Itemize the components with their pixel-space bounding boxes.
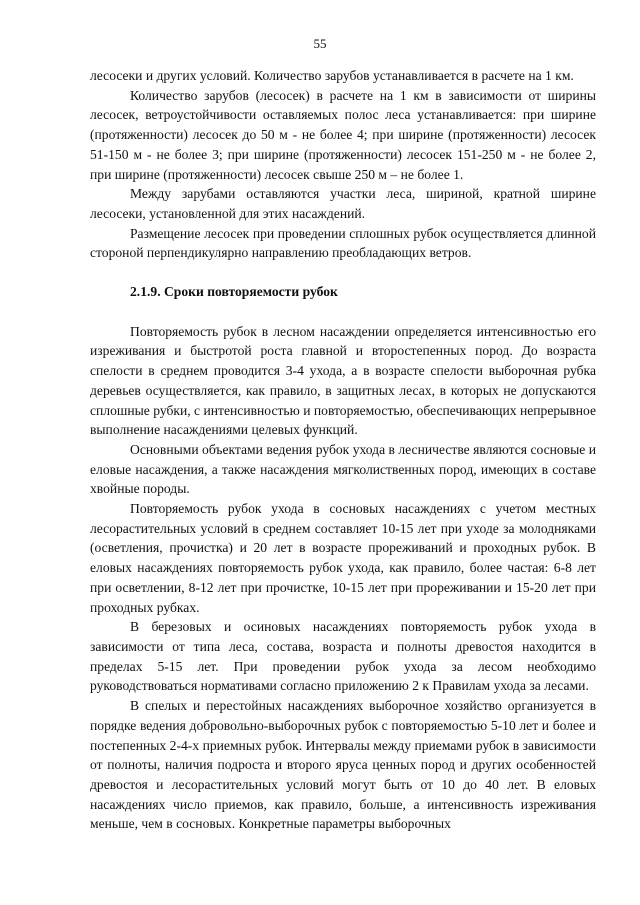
paragraph: Основными объектами ведения рубок ухода в лесничестве являются сосновые и еловые насаждения, а также насаждения мягколиственных пород, имеющих в составе хвойные породы. bbox=[90, 441, 596, 497]
document-body bbox=[90, 66, 596, 834]
paragraph: Повторяемость рубок в лесном насаждении определяется интенсивностью его изреживания и быстротой роста главной и второстепенных пород. До возраста спелости в среднем проводится 3-4 ухода, а в возрасте спелости выборочная рубка деревьев осуществляется, как правило, в защитных лесах, в которых не допускаются сплошные рубки, с интенсивностью и повторяемостью, обеспечивающих непрерывное выполнение насаждениями целевых функций. bbox=[90, 323, 596, 438]
paragraph: Между зарубами оставляются участки леса, шириной, кратной ширине лесосеки, установленной для этих насаждений. bbox=[90, 186, 596, 221]
paragraph: лесосеки и других условий. Количество зарубов устанавливается в расчете на 1 км. bbox=[90, 68, 574, 83]
paragraph: Количество зарубов (лесосек) в расчете на 1 км в зависимости от ширины лесосек, ветроустойчивости оставляемых полос леса устанавливается: при ширине (протяженности) лесосек до 50 м - не более 4; при ширине (протяженности) лесосек 51-150 м - не более 3; при ширине (протяженности) лесосек 151-250 м - не более 2, при ширине (протяженности) лесосек свыше 250 м – не более 1. bbox=[90, 87, 596, 182]
paragraph: Повторяемость рубок ухода в сосновых насаждениях с учетом местных лесорастительных условий в среднем составляет 10-15 лет при уходе за молодняками (осветления, прочистка) и 20 лет в возрасте прореживаний и проходных рубок. В еловых насаждениях повторяемость рубок ухода, как правило, более частая: 6-8 лет при осветлении, 8-12 лет при прочистке, 10-15 лет при прореживании и 15-20 лет при проходных рубках. bbox=[90, 501, 596, 615]
paragraph: В спелых и перестойных насаждениях выборочное хозяйство организуется в порядке ведения добровольно-выборочных рубок с повторяемостью 5-10 лет и более и постепенных 2-4-х приемных рубок. Интервалы между приемами рубок в зависимости от полноты, наличия подроста и второго яруса ценных пород и других особенностей древостоя и лесорастительных условий могут быть от 10 до 40 лет. В еловых насаждениях число приемов, как правило, больше, а интенсивность изреживания меньше, чем в сосновых. Конкретные параметры выборочных bbox=[90, 698, 596, 832]
paragraph: В березовых и осиновых насаждениях повторяемость рубок ухода в зависимости от типа леса, состава, возраста и полноты древостоя находится в пределах 5-15 лет. При проведении рубок ухода за лесом необходимо руководствоваться нормативами согласно приложению 2 к Правилам ухода за лесами. bbox=[90, 619, 596, 694]
paragraph: Размещение лесосек при проведении сплошных рубок осуществляется длинной стороной перпендикулярно направлению преобладающих ветров. bbox=[90, 225, 596, 261]
section-heading: 2.1.9. Сроки повторяемости рубок bbox=[130, 284, 338, 300]
page-number: 55 bbox=[313, 36, 327, 51]
